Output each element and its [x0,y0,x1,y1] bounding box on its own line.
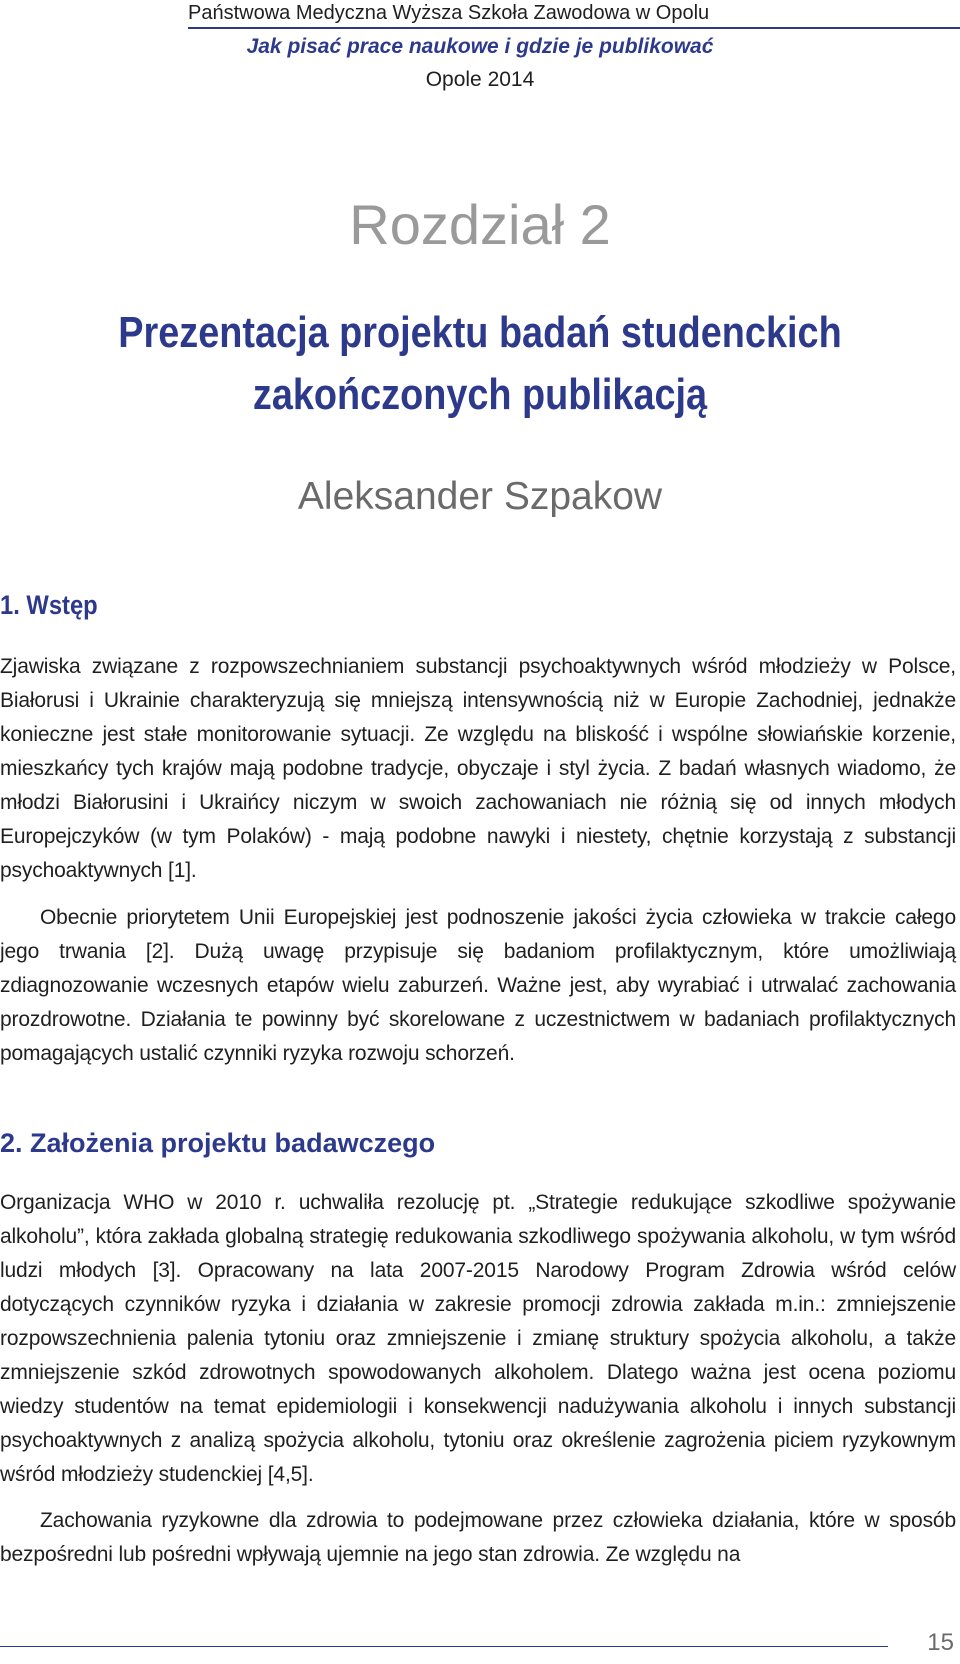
header-book-title: Jak pisać prace naukowe i gdzie je publikować [246,35,714,58]
chapter-author: Aleksander Szpakow [297,475,663,518]
paragraph: Zjawiska związane z rozpowszechnianiem substancji psychoaktywnych wśród młodzieży w Polsce, Białorusi i Ukrainie charakteryzują się mniejszą intensywnością niż w Europie Zachodniej, jednakże konieczne jest stałe monitorowanie sytuacji. Ze względu na bliskość i wspólne słowiańskie korzenie, mieszkańcy tych krajów mają podobne tradycje, obyczaje i styl życia. Z badań własnych wiadomo, że młodzi Białorusini i Ukraińcy niczym w swoich zachowaniach nie różnią się od innych młodych Europejczyków (w tym Polaków) - mają podobne nawyki i niestety, chętnie korzystają z substancji psychoaktywnych [1]. [0,655,956,882]
section-heading-intro: 1. Wstęp [0,590,98,620]
running-header [0,0,960,96]
header-institution: Państwowa Medyczna Wyższa Szkoła Zawodowa w Opolu [188,2,710,24]
page-number: 15 [927,1629,954,1656]
paragraph: Obecnie priorytetem Unii Europejskiej jest podnoszenie jakości życia człowieka w trakcie całego jego trwania [2]. Dużą uwagę przypisuje się badaniom profilaktycznym, które umożliwiają zdiagnozowanie wczesnych etapów wielu zaburzeń. Ważne jest, aby wyrabiać i utrwalać zachowania prozdrowotne. Działania te powinny być skorelowane z uczestnictwem w badaniach profilaktycznych pomagających ustalić czynniki ryzyka rozwoju schorzeń. [0,906,956,1065]
paragraph: Organizacja WHO w 2010 r. uchwaliła rezolucję pt. „Strategie redukujące szkodliwe spożywanie alkoholu”, która zakłada globalną strategię redukowania szkodliwego spożywania alkoholu, w tym wśród ludzi młodych [3]. Opracowany na lata 2007-2015 Narodowy Program Zdrowia wśród celów dotyczących czynników ryzyka i działania w zakresie promocji zdrowia zakłada m.in.: zmniejszenie rozpowszechnienia palenia tytoniu oraz zmniejszenie i zmianę struktury spożycia alkoholu, a także zmniejszenie szkód zdrowotnych spowodowanych alkoholem. Dlatego ważna jest ocena poziomu wiedzy studentów na temat epidemiologii i konsekwencji nadużywania alkoholu i innych substancji psychoaktywnych z analizą spożycia alkoholu, tytoniu oraz określenie zagrożenia piciem ryzykownym wśród młodzieży studenckiej [4,5]. [0,1191,956,1486]
header-place-year: Opole 2014 [425,68,535,91]
footer-rule [0,1646,888,1647]
chapter-label: Rozdział 2 [349,193,611,256]
chapter-title: Prezentacja projektu badań studenckich zakończonych publikacją [118,308,842,419]
section-heading-assumptions: 2. Założenia projektu badawczego [0,1128,436,1158]
header-rule [188,27,960,29]
paragraph: Zachowania ryzykowne dla zdrowia to podejmowane przez człowieka działania, które w sposób bezpośredni lub pośredni wpływają ujemnie na jego stan zdrowia. Ze względu na [0,1509,956,1566]
